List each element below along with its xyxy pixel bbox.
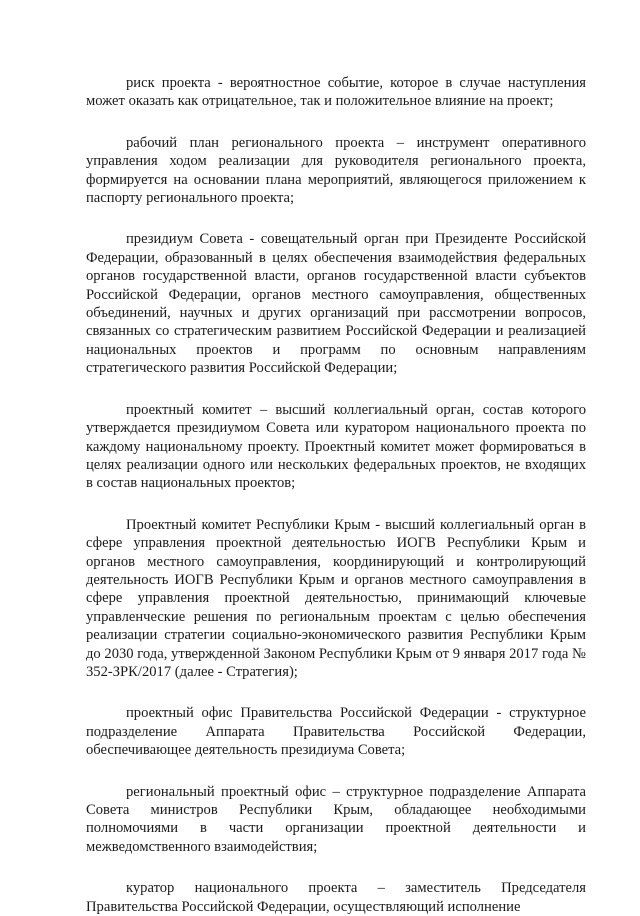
paragraph-presidium: президиум Совета - совещательный орган при Президенте Российской Федерации, образованный в целях обеспечения взаимодействия федеральных органов государственной власти, органов государственной власти субъектов Российской Федерации, органов местного самоуправления, общественных объединений, научных и других организаций при рассмотрении вопросов, связанных со стратегическим развитием Российской Федерации и реализацией национальных проектов и программ по основным направлениям стратегического развития Российской Федерации; bbox=[86, 231, 586, 377]
paragraph-government-office: проектный офис Правительства Российской Федерации - структурное подразделение Аппарата Правительства Российской Федерации, обеспечивающее деятельность президиума Совета; bbox=[86, 705, 586, 759]
paragraph-project-committee: проектный комитет – высший коллегиальный орган, состав которого утверждается президиумом Совета или куратором национального проекта по каждому национальному проекту. Проектный комитет может формироваться в целях реализации одного или нескольких федеральных проектов, не входящих в состав национальных проектов; bbox=[86, 401, 586, 492]
paragraph-crimea-committee: Проектный комитет Республики Крым - высший коллегиальный орган в сфере управления проектной деятельностью ИОГВ Республики Крым и органов местного самоуправления, координирующий и контролирующий деятельность ИОГВ Республики Крым и органов местного самоуправления в сфере управления проектной деятельностью, принимающий ключевые управленческие решения по региональным проектам с целью обеспечения реализации стратегии социально-экономического развития Республики Крым до 2030 года, утвержденной Законом Республики Крым от 9 января 2017 года № 352-ЗРК/2017 (далее - Стратегия); bbox=[86, 516, 586, 680]
paragraph-curator: куратор национального проекта – заместитель Председателя Правительства Российской Федерации, осуществляющий исполнение bbox=[86, 880, 586, 915]
paragraph-regional-office: региональный проектный офис – структурное подразделение Аппарата Совета министров Республики Крым, обладающее необходимыми полномочиями в части организации проектной деятельности и межведомственного взаимодействия; bbox=[86, 783, 586, 855]
paragraph-risk: риск проекта - вероятностное событие, которое в случае наступления может оказать как отрицательное, так и положительное влияние на проект; bbox=[86, 75, 586, 110]
paragraph-work-plan: рабочий план регионального проекта – инструмент оперативного управления ходом реализации для руководителя регионального проекта, формируется на основании плана мероприятий, являющегося приложением к паспорту регионального проекта; bbox=[86, 134, 586, 207]
document-page bbox=[86, 74, 586, 916]
